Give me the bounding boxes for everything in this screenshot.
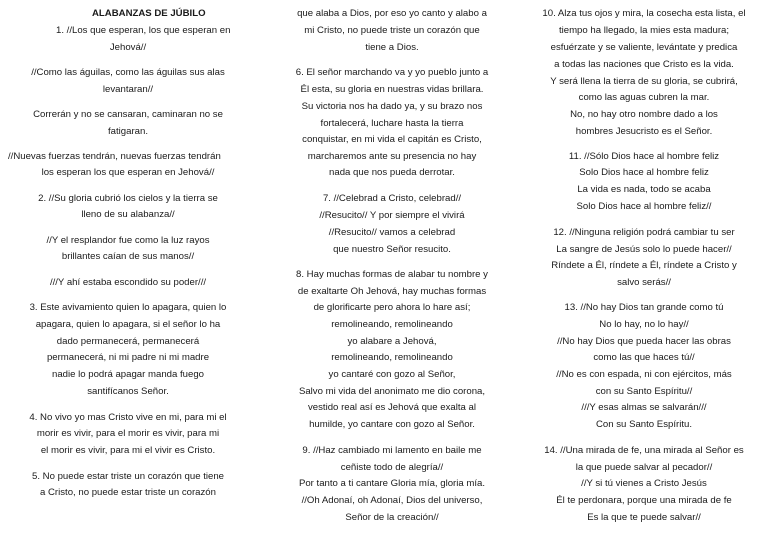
- song-line: No, no hay otro nombre dado a los: [570, 109, 718, 120]
- song-line: conquistar, en mi vida el capitán es Cristo,: [302, 134, 482, 145]
- song-line: Jehová//: [109, 42, 147, 53]
- song-line: brillantes caían de sus manos//: [61, 251, 195, 262]
- song-line: morir es vivir, para el morir es vivir, para mi: [36, 428, 220, 439]
- song-line: a Cristo, no puede estar triste un corazón: [40, 487, 216, 498]
- song-line: Solo Dios hace al hombre feliz//: [576, 201, 712, 212]
- song-line: fatigaran.: [107, 126, 148, 137]
- song-line: 2. //Su gloria cubrió los cielos y la tierra se: [38, 193, 218, 204]
- song-line: 13. //No hay Dios tan grande como tú: [564, 302, 724, 313]
- song-line: salvo serás//: [617, 277, 671, 288]
- song-line: 11. //Sólo Dios hace al hombre feliz: [568, 151, 720, 162]
- song-line: 5. No puede estar triste un corazón que tiene: [32, 471, 224, 482]
- song-line: que alaba a Dios, por eso yo canto y alabo a: [297, 8, 487, 19]
- song-line: 12. //Ninguna religión podrá cambiar tu ser: [553, 227, 735, 238]
- song-line: esfuérzate y se valiente, levántate y predica: [550, 42, 738, 53]
- song-line: 8. Hay muchas formas de alabar tu nombre y: [296, 269, 488, 280]
- song-line: marcharemos ante su presencia no hay: [307, 151, 477, 162]
- song-line: //Y si tú vienes a Cristo Jesús: [581, 478, 707, 489]
- song-line: Señor de la creación//: [345, 512, 439, 523]
- song-line: Él esta, su gloria en nuestras vidas brillara.: [300, 84, 484, 95]
- song-line: la que puede salvar al pecador//: [575, 462, 713, 473]
- song-line: //Como las águilas, como las águilas sus alas: [31, 67, 225, 78]
- song-line: como las aguas cubren la mar.: [578, 92, 710, 103]
- song-line: ///Y ahí estaba escondido su poder///: [49, 277, 207, 288]
- song-line: //Resucito// Y por siempre el vivirá: [319, 210, 465, 221]
- song-line: los esperan los que esperan en Jehová//: [41, 167, 215, 178]
- song-line: como las que haces tú//: [593, 352, 695, 363]
- song-line: con su Santo Espíritu//: [595, 386, 693, 397]
- song-line: Y será llena la tierra de su gloria, se cubrirá,: [550, 76, 738, 87]
- song-line: remolineando, remolineando: [331, 319, 453, 330]
- song-line: Su victoria nos ha dado ya, y su brazo nos: [301, 101, 483, 112]
- song-line: vestido real así es Jehová que exalta al: [308, 402, 476, 413]
- song-line: mi Cristo, no puede triste un corazón que: [304, 25, 480, 36]
- song-line: santifícanos Señor.: [87, 386, 169, 397]
- song-line: Por tanto a ti cantare Gloria mía, gloria mía.: [298, 478, 486, 489]
- song-line: 10. Alza tus ojos y mira, la cosecha esta lista, el: [542, 8, 746, 19]
- song-line: hombres Jesucristo es el Señor.: [575, 126, 713, 137]
- song-line: //Resucito// vamos a celebrad: [328, 227, 456, 238]
- song-line: tiene a Dios.: [365, 42, 419, 53]
- song-line: No lo hay, no lo hay//: [599, 319, 689, 330]
- song-line: //Y el resplandor fue como la luz rayos: [46, 235, 210, 246]
- page-title: ALABANZAS DE JÚBILO: [92, 8, 206, 19]
- song-line: de exaltarte Oh Jehová, hay muchas formas: [297, 286, 487, 297]
- song-line: nadie lo podrá apagar manda fuego: [51, 369, 205, 380]
- song-line: Es la que te puede salvar//: [587, 512, 701, 523]
- song-line: dado permanecerá, permanecerá: [56, 336, 200, 347]
- song-line: 14. //Una mirada de fe, una mirada al Señor es: [544, 445, 744, 456]
- song-line: Solo Dios hace al hombre feliz: [579, 167, 709, 178]
- song-line: ///Y esas almas se salvarán///: [581, 402, 707, 413]
- song-line: fortalecerá, luchare hasta la tierra: [320, 118, 464, 129]
- song-line: remolineando, remolineando: [331, 352, 453, 363]
- song-line: //No hay Dios que pueda hacer las obras: [557, 336, 731, 347]
- column-middle: [264, 0, 520, 544]
- song-line: La sangre de Jesús solo lo puede hacer//: [556, 244, 732, 255]
- song-line: 9. //Haz cambiado mi lamento en baile me: [302, 445, 482, 456]
- song-line: que nuestro Señor resucito.: [333, 244, 451, 255]
- song-line: de glorificarte pero ahora lo hare así;: [313, 302, 471, 313]
- song-line: el morir es vivir, para mi el vivir es Cristo.: [40, 445, 216, 456]
- song-line: yo cantaré con gozo al Señor,: [328, 369, 456, 380]
- song-line: Ríndete a Él, ríndete a Él, ríndete a Cristo y: [551, 260, 737, 271]
- song-line: levantaran//: [102, 84, 154, 95]
- column-left: [0, 0, 256, 544]
- column-right: [520, 0, 768, 544]
- song-line: humilde, yo cantare con gozo al Señor.: [309, 419, 475, 430]
- song-line: Salvo mi vida del anonimato me dio corona,: [298, 386, 486, 397]
- song-line: 7. //Celebrad a Cristo, celebrad//: [322, 193, 462, 204]
- song-line: nada que nos pueda derrotar.: [329, 167, 455, 178]
- song-line: 6. El señor marchando va y yo pueblo junto a: [295, 67, 489, 78]
- song-line: permanecerá, ni mi padre ni mi madre: [46, 352, 210, 363]
- song-line: //Oh Adonaí, oh Adonaí, Dios del universo,: [301, 495, 483, 506]
- song-line: tiempo ha llegado, la mies esta madura;: [558, 25, 730, 36]
- song-line: Correrán y no se cansaran, caminaran no se: [33, 109, 223, 120]
- song-line: Él te perdonara, porque una mirada de fe: [556, 495, 732, 506]
- song-line: 1. //Los que esperan, los que esperan en: [56, 25, 231, 36]
- song-line: //Nuevas fuerzas tendrán, nuevas fuerzas tendrán: [8, 151, 221, 162]
- song-line: La vida es nada, todo se acaba: [577, 184, 711, 195]
- song-line: ceñiste todo de alegría//: [340, 462, 444, 473]
- song-line: lleno de su alabanza//: [81, 209, 175, 220]
- song-line: a todas las naciones que Cristo es la vida.: [554, 59, 734, 70]
- song-line: 4. No vivo yo mas Cristo vive en mi, para mi el: [29, 412, 227, 423]
- song-line: yo alabare a Jehová,: [347, 336, 437, 347]
- song-line: apagara, quien lo apagara, si el señor lo ha: [35, 319, 221, 330]
- song-line: //No es con espada, ni con ejércitos, más: [556, 369, 732, 380]
- song-line: 3. Este avivamiento quien lo apagara, quien lo: [29, 302, 227, 313]
- song-line: Con su Santo Espíritu.: [596, 419, 692, 430]
